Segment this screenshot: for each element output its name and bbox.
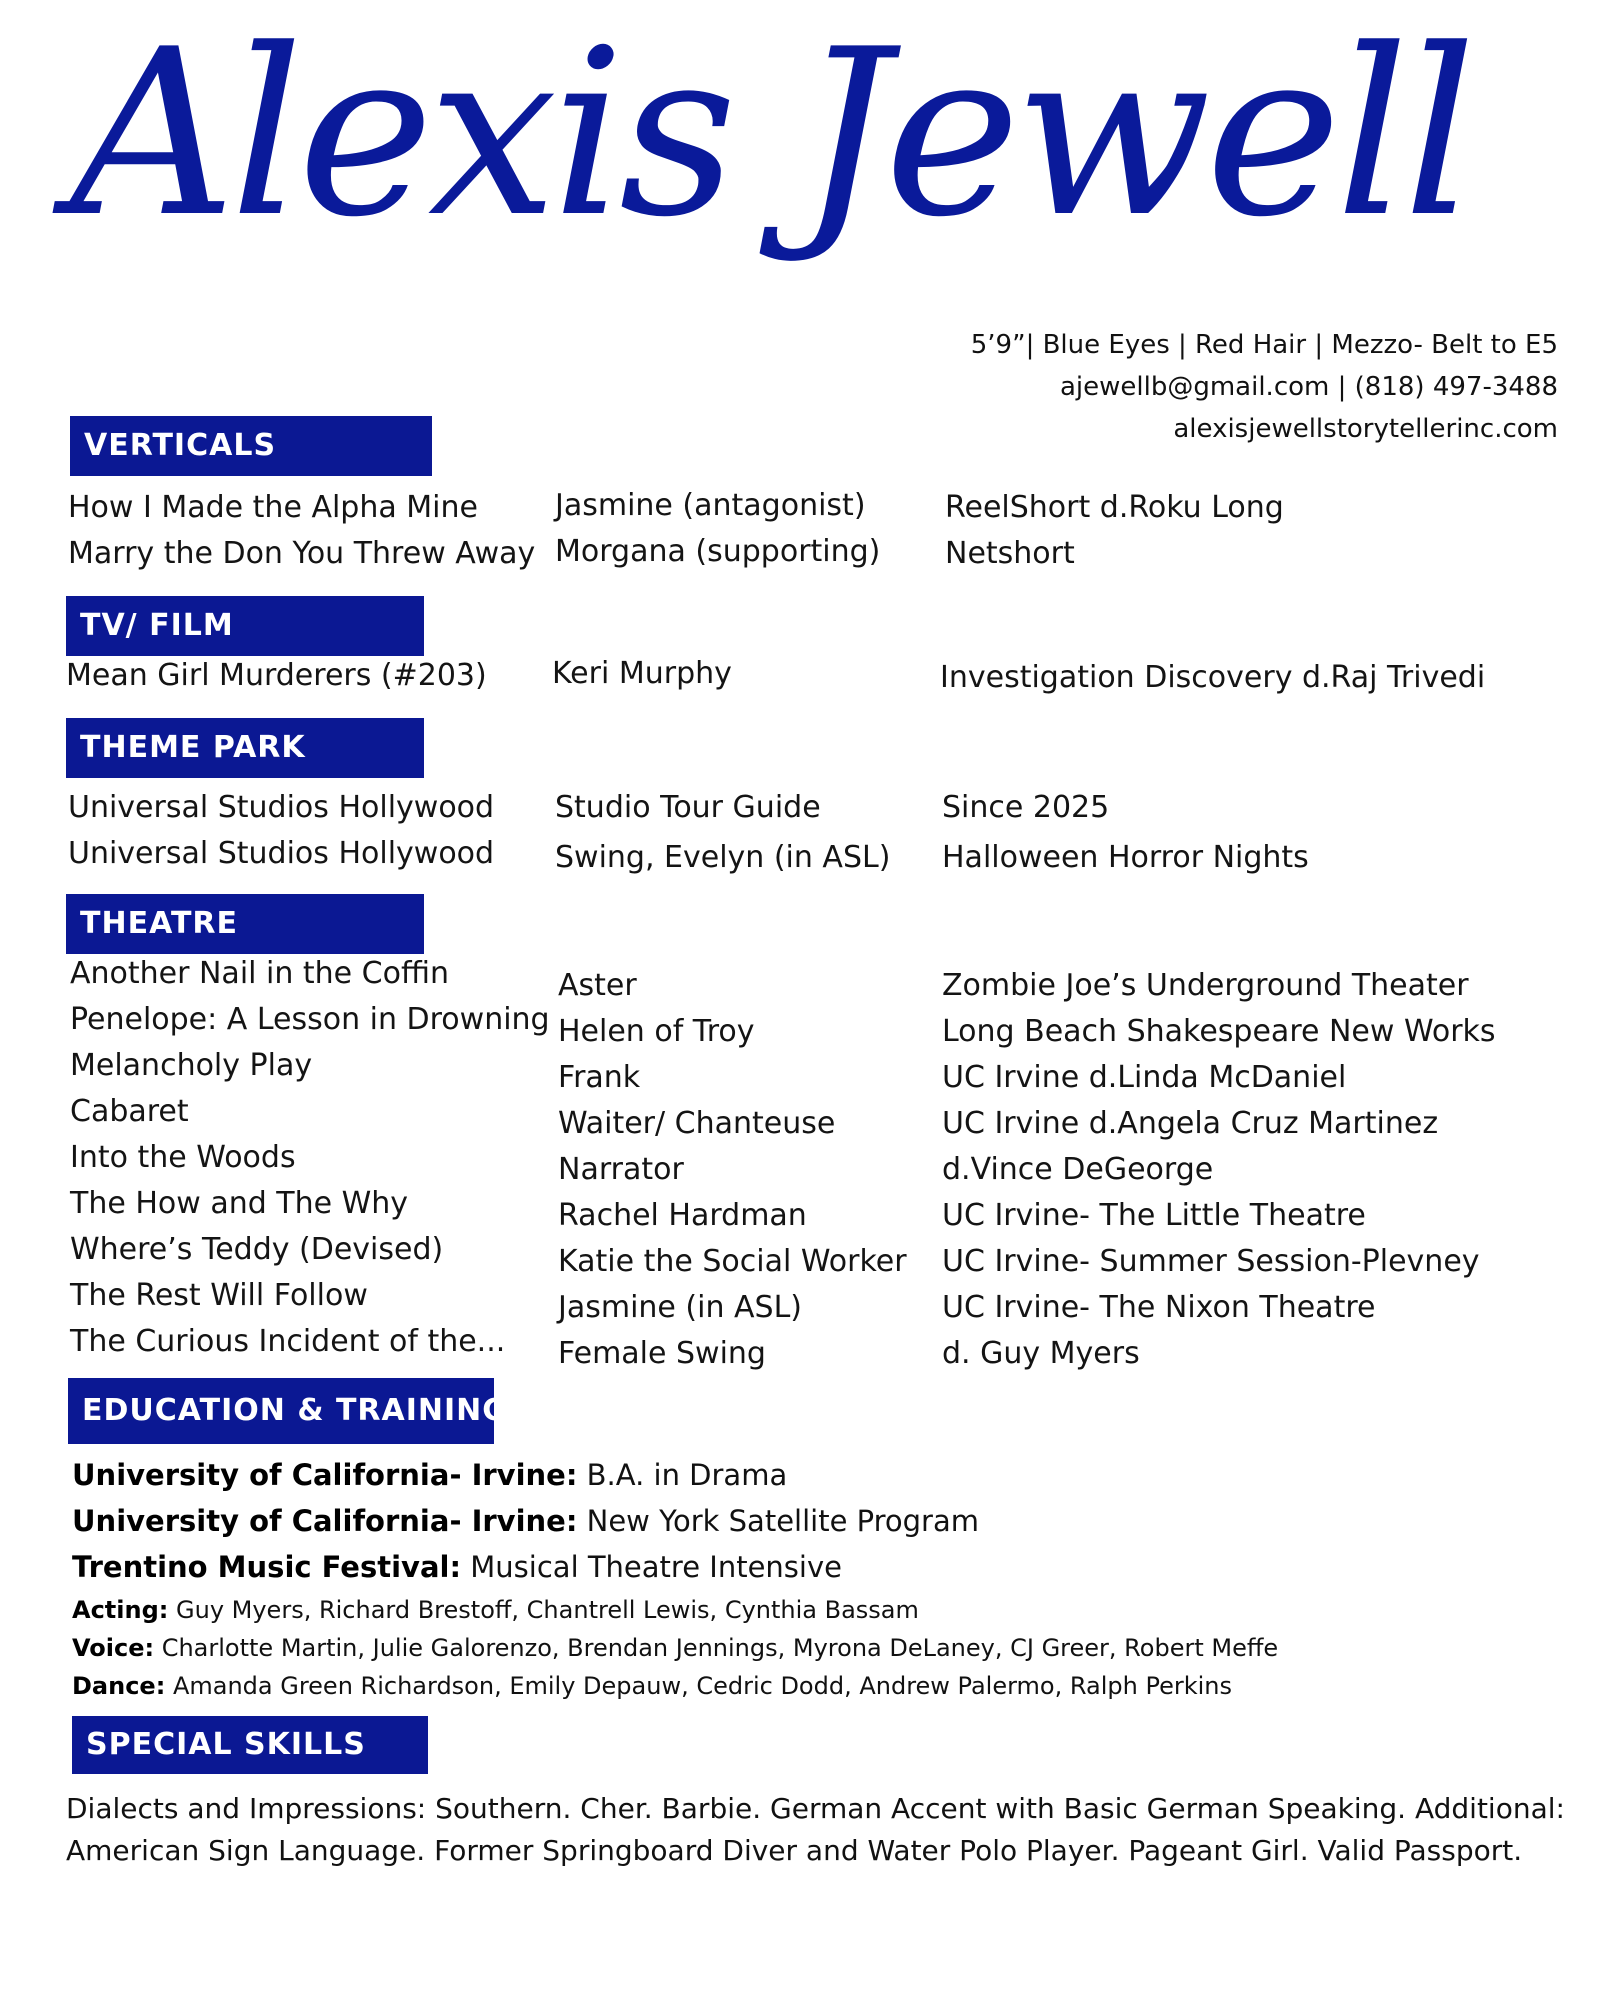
program: New York Satellite Program: [577, 1504, 980, 1538]
email-phone: ajewellb@gmail.com | (818) 497-3488: [1059, 372, 1558, 402]
credit-company: Since 2025: [942, 790, 1110, 825]
credit-title: Universal Studios Hollywood: [68, 836, 495, 871]
training-names: Amanda Green Richardson, Emily Depauw, Cedric Dodd, Andrew Palermo, Ralph Perkins: [165, 1672, 1232, 1700]
credit-role: Aster: [558, 968, 637, 1003]
section-header-education: EDUCATION & TRAINING: [68, 1378, 494, 1444]
credit-title: How I Made the Alpha Mine: [68, 490, 478, 525]
education-entry: [72, 1504, 979, 1538]
credit-role: Female Swing: [558, 1336, 766, 1371]
credit-title: Marry the Don You Threw Away: [68, 536, 536, 571]
credit-company: UC Irvine- The Little Theatre: [942, 1198, 1366, 1233]
credit-title: The How and The Why: [70, 1186, 409, 1221]
credit-company: UC Irvine d.Angela Cruz Martinez: [942, 1106, 1439, 1141]
credit-company: UC Irvine d.Linda McDaniel: [942, 1060, 1347, 1095]
credit-role: Swing, Evelyn (in ASL): [555, 840, 891, 875]
credit-title: Melancholy Play: [70, 1048, 313, 1083]
training-label: Dance:: [72, 1672, 166, 1700]
website: alexisjewellstorytellerinc.com: [1173, 414, 1558, 444]
credit-title: Into the Woods: [70, 1140, 296, 1175]
skills-text: Dialects and Impressions: Southern. Cher. Barbie. German Accent with Basic German Speaking. Additional: American Sign Language. Former Springboard Diver and Water Polo Player. Pageant Girl. Valid Passport.: [66, 1792, 1565, 1867]
credit-company: Halloween Horror Nights: [942, 840, 1309, 875]
education-entry: [72, 1458, 787, 1492]
physical-stats: 5’9”| Blue Eyes | Red Hair | Mezzo- Belt to E5: [970, 330, 1558, 360]
credit-role: Jasmine (in ASL): [558, 1290, 802, 1325]
credit-company: UC Irvine- Summer Session-Plevney: [942, 1244, 1480, 1279]
credit-title: The Curious Incident of the...: [70, 1324, 506, 1359]
training-dance: [72, 1672, 1232, 1700]
training-voice: [72, 1634, 1278, 1662]
training-names: Guy Myers, Richard Brestoff, Chantrell Lewis, Cynthia Bassam: [168, 1596, 919, 1624]
program: Musical Theatre Intensive: [461, 1550, 842, 1584]
credit-company: d.Vince DeGeorge: [942, 1152, 1214, 1187]
credit-company: Long Beach Shakespeare New Works: [942, 1014, 1496, 1049]
credit-role: Frank: [558, 1060, 641, 1095]
school-name: University of California- Irvine:: [72, 1458, 578, 1492]
credit-company: Netshort: [945, 536, 1075, 571]
resume-name: Alexis Jewell: [70, 1, 1471, 268]
program: B.A. in Drama: [577, 1458, 788, 1492]
section-header-skills: SPECIAL SKILLS: [72, 1716, 428, 1774]
section-header-themepark: THEME PARK: [66, 718, 424, 778]
training-acting: [72, 1596, 919, 1624]
credit-title: Where’s Teddy (Devised): [70, 1232, 444, 1267]
credit-role: Morgana (supporting): [555, 534, 881, 569]
section-header-verticals: VERTICALS: [70, 416, 432, 476]
training-label: Acting:: [72, 1596, 169, 1624]
credit-company: d. Guy Myers: [942, 1336, 1140, 1371]
credit-role: Jasmine (antagonist): [555, 488, 866, 523]
section-header-theatre: THEATRE: [66, 894, 424, 954]
credit-company: Investigation Discovery d.Raj Trivedi: [940, 660, 1486, 695]
credit-title: Penelope: A Lesson in Drowning: [70, 1002, 550, 1037]
credit-title: Cabaret: [70, 1094, 189, 1129]
credit-company: UC Irvine- The Nixon Theatre: [942, 1290, 1376, 1325]
credit-role: Narrator: [558, 1152, 684, 1187]
education-entry: [72, 1550, 842, 1584]
credit-title: Mean Girl Murderers (#203): [66, 658, 487, 693]
section-header-tvfilm: TV/ FILM: [66, 596, 424, 656]
credit-role: Studio Tour Guide: [555, 790, 821, 825]
credit-role: Helen of Troy: [558, 1014, 755, 1049]
credit-title: The Rest Will Follow: [70, 1278, 368, 1313]
credit-company: ReelShort d.Roku Long: [945, 490, 1284, 525]
school-name: Trentino Music Festival:: [72, 1550, 462, 1584]
credit-company: Zombie Joe’s Underground Theater: [942, 968, 1469, 1003]
credit-role: Waiter/ Chanteuse: [558, 1106, 836, 1141]
training-label: Voice:: [72, 1634, 155, 1662]
credit-title: Universal Studios Hollywood: [68, 790, 495, 825]
credit-role: Rachel Hardman: [558, 1198, 807, 1233]
school-name: University of California- Irvine:: [72, 1504, 578, 1538]
training-names: Charlotte Martin, Julie Galorenzo, Brendan Jennings, Myrona DeLaney, CJ Greer, Robert Meffe: [154, 1634, 1279, 1662]
credit-role: Katie the Social Worker: [558, 1244, 907, 1279]
credit-role: Keri Murphy: [552, 656, 732, 691]
credit-title: Another Nail in the Coffin: [70, 956, 449, 991]
